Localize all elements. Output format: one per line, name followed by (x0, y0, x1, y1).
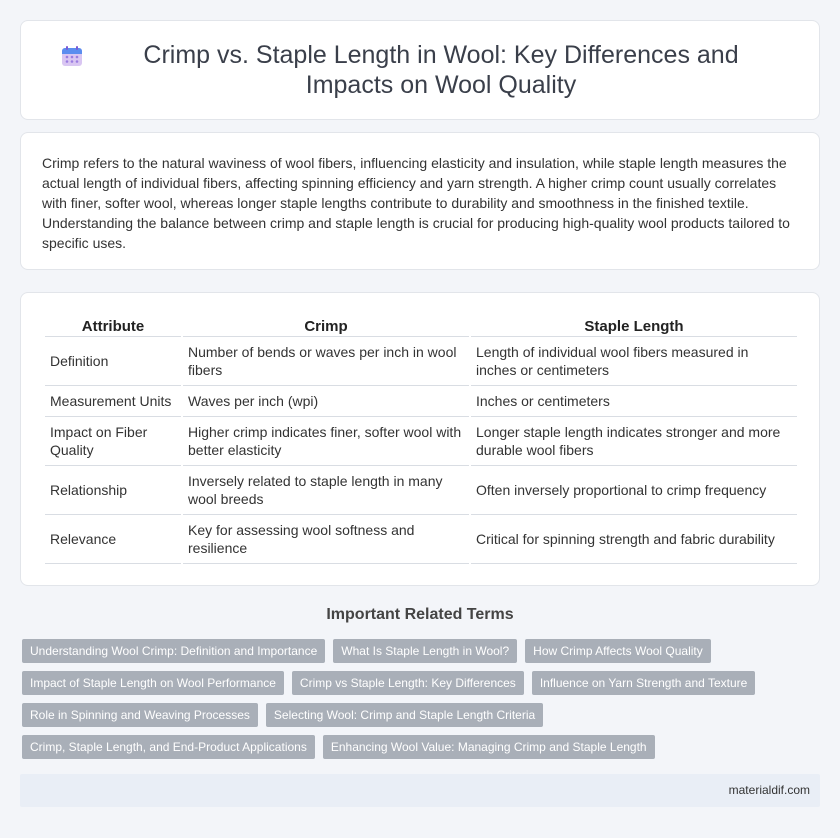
tag-row (22, 703, 818, 727)
tag-row (22, 671, 818, 695)
table-row (45, 515, 797, 564)
table-row (45, 466, 797, 515)
related-term-tag[interactable]: Crimp, Staple Length, and End-Product Applications (22, 735, 315, 759)
comparison-table-card (20, 292, 820, 586)
table-header-row (45, 313, 797, 337)
cell-crimp: Waves per inch (wpi) (183, 386, 469, 417)
header-staple-length: Staple Length (471, 313, 797, 337)
site-link[interactable]: materialdif.com (728, 783, 810, 797)
tag-row (22, 639, 818, 663)
cell-attribute: Measurement Units (45, 386, 181, 417)
cell-staple-length: Often inversely proportional to crimp frequency (471, 466, 797, 515)
related-term-tag[interactable]: Enhancing Wool Value: Managing Crimp and Staple Length (323, 735, 655, 759)
table-row (45, 417, 797, 466)
intro-card (20, 132, 820, 270)
header-crimp: Crimp (183, 313, 469, 337)
cell-crimp: Number of bends or waves per inch in wool fibers (183, 337, 469, 386)
related-term-tag[interactable]: Role in Spinning and Weaving Processes (22, 703, 258, 727)
calendar-icon (61, 45, 83, 67)
header-attribute: Attribute (45, 313, 181, 337)
cell-staple-length: Inches or centimeters (471, 386, 797, 417)
comparison-table (43, 313, 799, 564)
cell-crimp: Inversely related to staple length in many wool breeds (183, 466, 469, 515)
intro-paragraph: Crimp refers to the natural waviness of wool fibers, influencing elasticity and insulation, while staple length measures the actual length of individual fibers, affecting spinning efficiency and yarn strength. A higher crimp count usually correlates with finer, softer wool, whereas longer staple lengths contribute to durability and smoothness in the finished textile. Understanding the balance between crimp and staple length is crucial for producing high-quality wool products tailored to specific uses. (42, 155, 790, 251)
related-term-tag[interactable]: Impact of Staple Length on Wool Performance (22, 671, 284, 695)
cell-staple-length: Length of individual wool fibers measured in inches or centimeters (471, 337, 797, 386)
related-terms-tags (22, 639, 818, 767)
related-term-tag[interactable]: Understanding Wool Crimp: Definition and Importance (22, 639, 325, 663)
related-term-tag[interactable]: Selecting Wool: Crimp and Staple Length Criteria (266, 703, 543, 727)
tag-row (22, 735, 818, 759)
footer (20, 774, 820, 807)
related-term-tag[interactable]: Crimp vs Staple Length: Key Differences (292, 671, 524, 695)
related-term-tag[interactable]: Influence on Yarn Strength and Texture (532, 671, 755, 695)
page-title: Crimp vs. Staple Length in Wool: Key Differences and Impacts on Wool Quality (143, 41, 739, 99)
cell-attribute: Relevance (45, 515, 181, 564)
cell-staple-length: Longer staple length indicates stronger and more durable wool fibers (471, 417, 797, 466)
cell-crimp: Key for assessing wool softness and resilience (183, 515, 469, 564)
table-row (45, 337, 797, 386)
related-terms-title: Important Related Terms (326, 606, 514, 623)
related-term-tag[interactable]: How Crimp Affects Wool Quality (525, 639, 711, 663)
cell-attribute: Definition (45, 337, 181, 386)
related-term-tag[interactable]: What Is Staple Length in Wool? (333, 639, 517, 663)
cell-crimp: Higher crimp indicates finer, softer wool with better elasticity (183, 417, 469, 466)
cell-attribute: Relationship (45, 466, 181, 515)
table-row (45, 386, 797, 417)
cell-staple-length: Critical for spinning strength and fabric durability (471, 515, 797, 564)
cell-attribute: Impact on Fiber Quality (45, 417, 181, 466)
header (61, 40, 779, 100)
header-card (20, 20, 820, 120)
